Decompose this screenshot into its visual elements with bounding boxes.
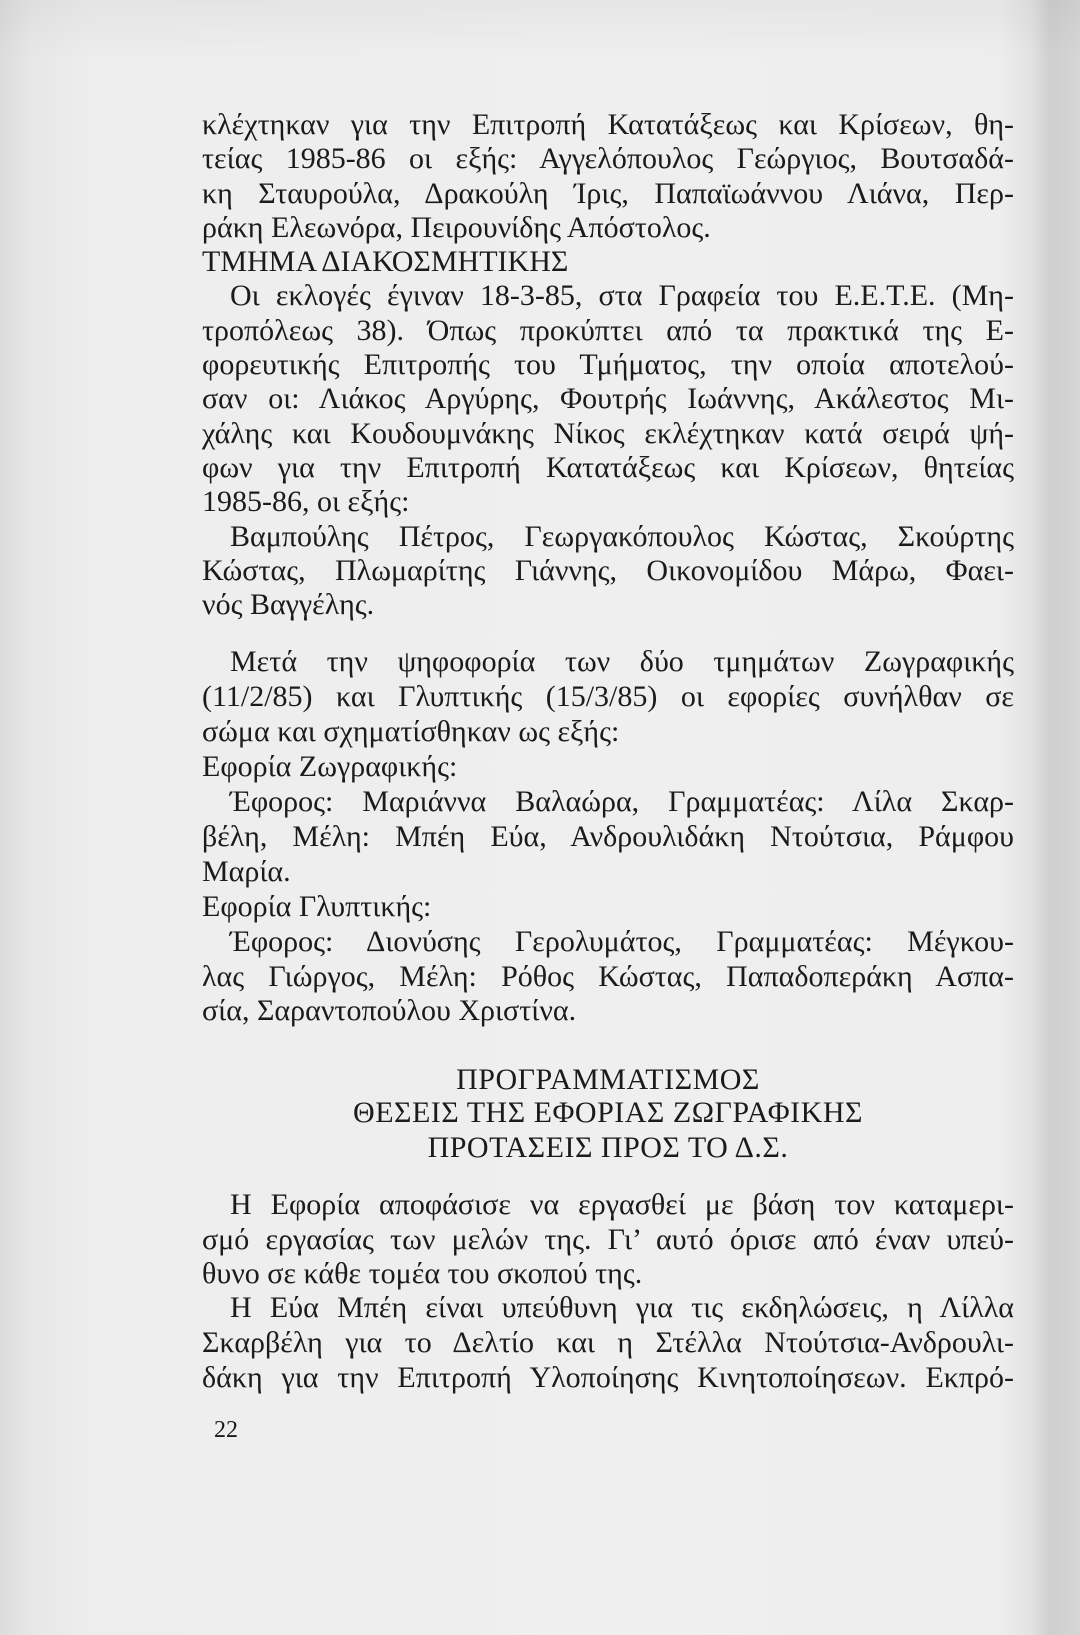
text-line: σώμα και σχηματίσθηκαν ως εξής: xyxy=(202,715,620,748)
text-line: κη Σταυρούλα, Δρακούλη Ίρις, Παπαϊωάννου Λιάνα, Περ- xyxy=(202,177,1014,210)
text-line: Μαρία. xyxy=(202,855,291,888)
text-line: Έφορος: Διονύσης Γερολυμάτος, Γραμματέας: Μέγκου- xyxy=(230,925,1014,958)
heading-line: ΘΕΣΕΙΣ ΤΗΣ ΕΦΟΡΙΑΣ ΖΩΓΡΑΦΙΚΗΣ xyxy=(353,1096,863,1129)
text-line: Η Εφορία αποφάσισε να εργασθεί με βάση τον καταμερι- xyxy=(230,1188,1014,1221)
text-line: Σκαρβέλη για το Δελτίο και η Στέλλα Ντούτσια-Ανδρουλι- xyxy=(202,1326,1014,1359)
text-line: Βαμπούλης Πέτρος, Γεωργακόπουλος Κώστας, Σκούρτης xyxy=(230,520,1014,553)
board-label: Εφορία Ζωγραφικής: xyxy=(202,750,458,783)
text-line: σαν οι: Λιάκος Αργύρης, Φουτρής Ιωάννης, Ακάλεστος Μι- xyxy=(202,382,1014,415)
text-line: (11/2/85) και Γλυπτικής (15/3/85) οι εφορίες συνήλθαν σε xyxy=(202,680,1014,713)
text-line: λας Γιώργος, Μέλη: Ρόθος Κώστας, Παπαδοπεράκη Ασπα- xyxy=(202,960,1014,993)
text-line: σμό εργασίας των μελών της. Γι’ αυτό όρισε από έναν υπεύ- xyxy=(202,1223,1014,1256)
text-line: ράκη Ελεωνόρα, Πειρουνίδης Απόστολος. xyxy=(202,211,711,244)
text-line: κλέχτηκαν για την Επιτροπή Κατατάξεως και Κρίσεων, θη- xyxy=(202,108,1014,141)
heading-line: ΠΡΟΤΑΣΕΙΣ ΠΡΟΣ ΤΟ Δ.Σ. xyxy=(427,1131,789,1164)
text-line: Η Εύα Μπέη είναι υπεύθυνη για τις εκδηλώσεις, η Λίλλα xyxy=(230,1291,1014,1324)
text-line: θυνο σε κάθε τομέα του σκοπού της. xyxy=(202,1257,643,1290)
text-line: δάκη για την Επιτροπή Υλοποίησης Κινητοποίησεων. Εκπρό- xyxy=(202,1361,1014,1394)
text-line: Κώστας, Πλωμαρίτης Γιάννης, Οικονομίδου Μάρω, Φαει- xyxy=(202,554,1014,587)
text-line: φορευτικής Επιτροπής του Τμήματος, την οποία αποτελού- xyxy=(202,348,1014,381)
text-line: 1985-86, οι εξής: xyxy=(202,485,410,518)
text-line: νός Βαγγέλης. xyxy=(202,588,375,621)
text-line: σία, Σαραντοπούλου Χριστίνα. xyxy=(202,994,577,1027)
text-line: φων για την Επιτροπή Κατατάξεως και Κρίσεων, θητείας xyxy=(202,451,1014,484)
text-line: Μετά την ψηφοφορία των δύο τμημάτων Ζωγραφικής xyxy=(230,645,1014,678)
page-number: 22 xyxy=(214,1417,238,1443)
section-label: ΤΜΗΜΑ ΔΙΑΚΟΣΜΗΤΙΚΗΣ xyxy=(202,245,569,278)
text-line: τροπόλεως 38). Όπως προκύπτει από τα πρακτικά της Ε- xyxy=(202,314,1014,347)
board-label: Εφορία Γλυπτικής: xyxy=(202,890,432,923)
heading-line: ΠΡΟΓΡΑΜΜΑΤΙΣΜΟΣ xyxy=(456,1063,760,1096)
text-line: τείας 1985-86 οι εξής: Αγγελόπουλος Γεώργιος, Βουτσαδά- xyxy=(202,142,1014,175)
text-line: Έφορος: Μαριάννα Βαλαώρα, Γραμματέας: Λίλα Σκαρ- xyxy=(230,785,1014,818)
text-line: χάλης και Κουδουμνάκης Νίκος εκλέχτηκαν κατά σειρά ψή- xyxy=(202,417,1014,450)
text-line: Οι εκλογές έγιναν 18-3-85, στα Γραφεία του Ε.Ε.Τ.Ε. (Μη- xyxy=(230,279,1014,312)
text-line: βέλη, Μέλη: Μπέη Εύα, Ανδρουλιδάκη Ντούτσια, Ράμφου xyxy=(202,820,1014,853)
